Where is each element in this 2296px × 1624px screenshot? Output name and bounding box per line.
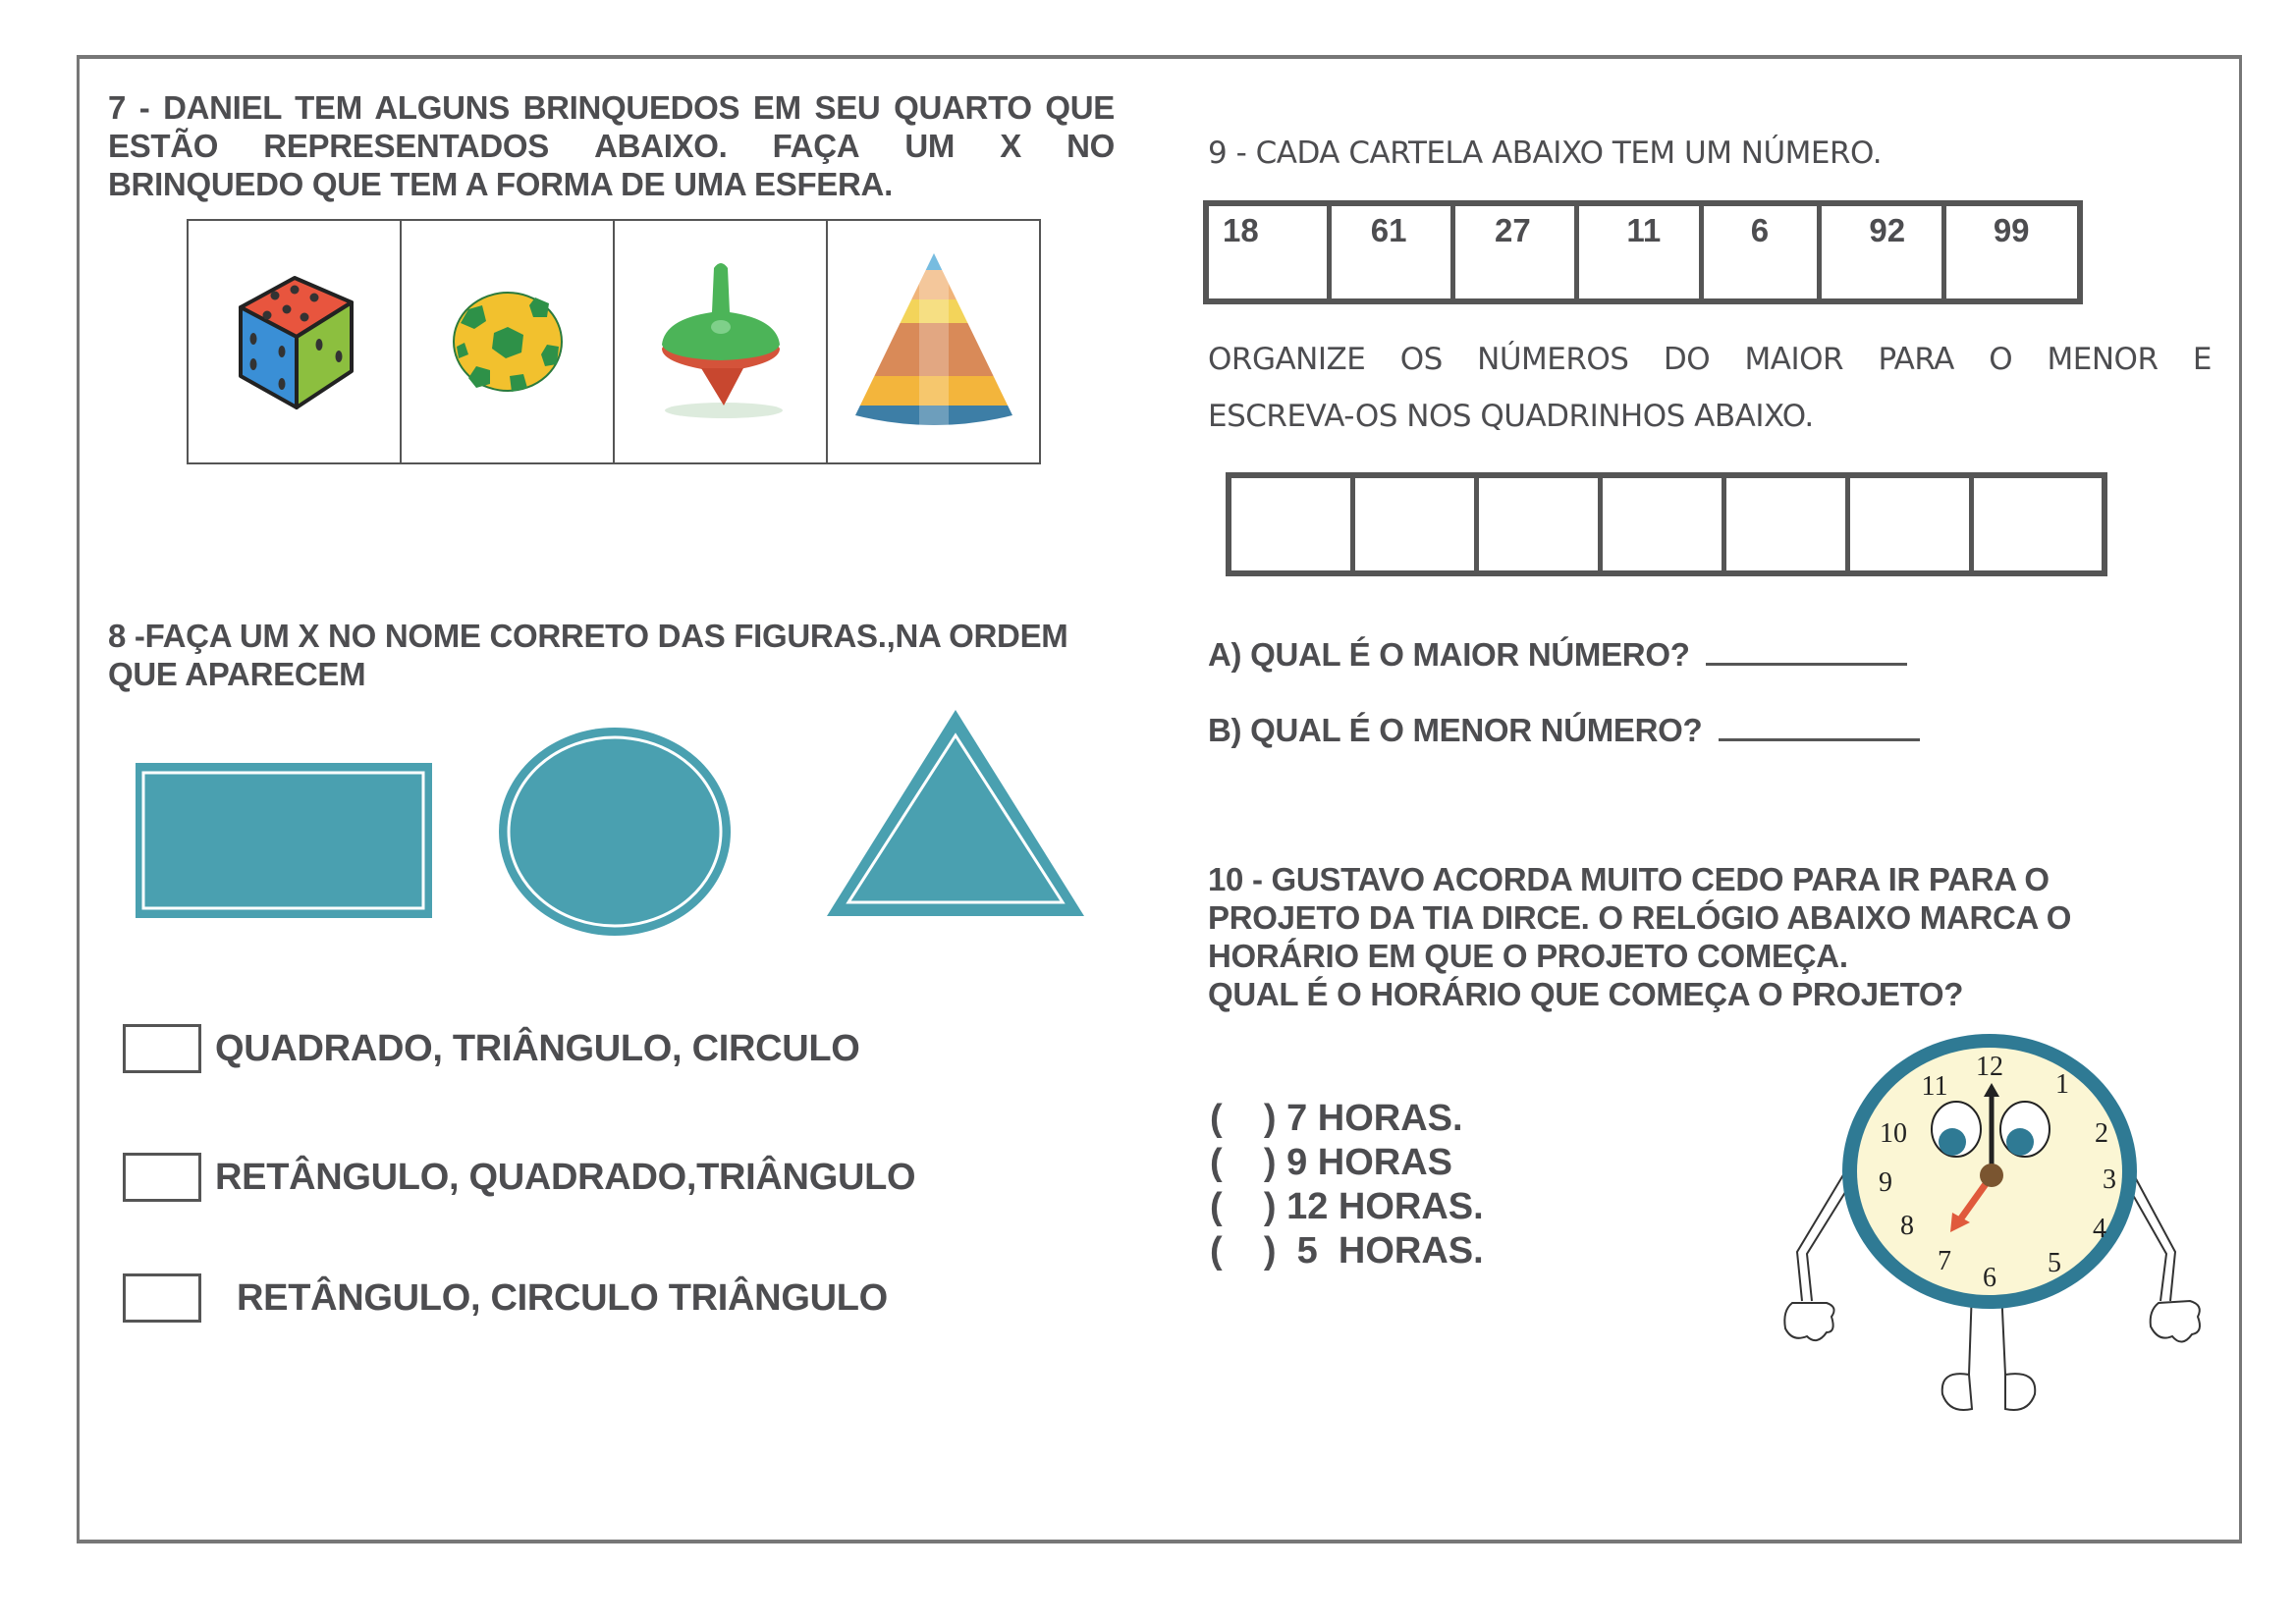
shape-triangle — [827, 710, 1084, 916]
hour-option-9[interactable]: ( ) 9 HORAS — [1210, 1142, 1453, 1183]
q8-option-2[interactable] — [123, 1153, 915, 1202]
answer-box[interactable] — [1603, 478, 1726, 570]
q8-option-1[interactable] — [123, 1024, 860, 1073]
question-a — [1208, 633, 1907, 674]
q7-line2-word: X — [1000, 128, 1021, 164]
toy-cell-ball[interactable] — [402, 221, 615, 462]
option-3-label: RETÂNGULO, CIRCULO TRIÂNGULO — [237, 1276, 888, 1319]
q9-instruction-word: E — [2192, 342, 2212, 377]
q10-line-3: HORÁRIO EM QUE O PROJETO COMEÇA. — [1208, 938, 1848, 974]
clock-icon — [1777, 1026, 2210, 1429]
q9-instruction-word: O — [1989, 342, 2013, 377]
svg-text:10: 10 — [1880, 1118, 1907, 1149]
toy-cell-dice[interactable] — [189, 221, 402, 462]
q7-line2-word: ABAIXO. — [594, 128, 728, 164]
question-b — [1208, 709, 1920, 749]
answer-box[interactable] — [1726, 478, 1850, 570]
q8-option-3[interactable] — [123, 1273, 888, 1323]
q10-line-4: QUAL É O HORÁRIO QUE COMEÇA O PROJETO? — [1208, 976, 1964, 1012]
svg-text:6: 6 — [1983, 1263, 1996, 1293]
svg-text:1: 1 — [2055, 1069, 2069, 1100]
question-b-label: B) QUAL É O MENOR NÚMERO? — [1208, 712, 1703, 748]
q8-prompt — [108, 617, 1120, 693]
hour-option-5[interactable]: ( ) 5 HORAS. — [1210, 1230, 1484, 1272]
svg-text:2: 2 — [2095, 1118, 2108, 1149]
q9-instruction-line-1 — [1208, 342, 2212, 377]
question-a-label: A) QUAL É O MAIOR NÚMERO? — [1208, 636, 1690, 673]
number-card: 6 — [1704, 206, 1823, 298]
checkbox-option-3[interactable] — [123, 1273, 201, 1323]
q7-line2-word: ESTÃO — [108, 128, 219, 164]
answer-box[interactable] — [1231, 478, 1355, 570]
q7-line-2 — [108, 127, 1115, 165]
q10-line-1: 10 - GUSTAVO ACORDA MUITO CEDO PARA IR PARA O — [1208, 861, 2050, 897]
cone-icon — [850, 248, 1017, 435]
svg-text:7: 7 — [1938, 1246, 1951, 1276]
svg-text:8: 8 — [1900, 1211, 1914, 1241]
q7-line-3: BRINQUEDO QUE TEM A FORMA DE UMA ESFERA. — [108, 166, 893, 202]
q10-prompt — [1208, 860, 2071, 1013]
dice-icon — [226, 268, 363, 415]
q7-line2-word: REPRESENTADOS — [263, 128, 549, 164]
clock-character — [1777, 1026, 2210, 1434]
q8-line-2: QUE APARECEM — [108, 656, 366, 692]
answer-a-line[interactable] — [1706, 633, 1907, 666]
q9-instruction-word: ORGANIZE — [1208, 342, 1366, 377]
number-card: 99 — [1993, 212, 2030, 248]
q7-line2-word: FAÇA — [772, 128, 860, 164]
q7-line2-word: NO — [1066, 128, 1115, 164]
toy-cell-cone[interactable] — [828, 221, 1039, 462]
shape-rectangle — [136, 763, 432, 918]
answer-box[interactable] — [1974, 478, 2102, 570]
svg-text:12: 12 — [1976, 1052, 2003, 1082]
answer-b-line[interactable] — [1719, 709, 1920, 741]
number-cards — [1203, 200, 2083, 304]
hour-option-12[interactable]: ( ) 12 HORAS. — [1210, 1186, 1484, 1227]
q10-line-2: PROJETO DA TIA DIRCE. O RELÓGIO ABAIXO MARCA O — [1208, 899, 2072, 936]
q7-line2-word: UM — [904, 128, 956, 164]
svg-text:5: 5 — [2048, 1248, 2061, 1278]
checkbox-option-2[interactable] — [123, 1153, 201, 1202]
soccer-ball-icon — [449, 288, 567, 396]
number-card: 18 — [1209, 206, 1332, 298]
toys-table — [187, 219, 1041, 464]
option-1-label: QUADRADO, TRIÂNGULO, CIRCULO — [215, 1027, 860, 1069]
q9-instruction-word: MENOR — [2047, 342, 2159, 377]
svg-text:9: 9 — [1879, 1167, 1892, 1198]
q9-instruction-word: NÚMEROS — [1477, 342, 1629, 377]
option-2-label: RETÂNGULO, QUADRADO,TRIÂNGULO — [215, 1156, 916, 1198]
q9-instruction-word: PARA — [1878, 342, 1954, 377]
q9-title: 9 - CADA CARTELA ABAIXO TEM UM NÚMERO. — [1208, 135, 1883, 171]
spinning-top-icon — [647, 258, 794, 425]
hour-option-7[interactable]: ( ) 7 HORAS. — [1210, 1098, 1463, 1139]
shape-circle — [497, 727, 733, 938]
q7-line-1: 7 - DANIEL TEM ALGUNS BRINQUEDOS EM SEU QUARTO QUE — [108, 89, 1115, 126]
answer-box[interactable] — [1850, 478, 1974, 570]
number-card: 61 — [1332, 206, 1455, 298]
q9-instruction-word: DO — [1663, 342, 1711, 377]
q10-options — [1210, 1097, 1484, 1273]
q9-instruction-word: MAIOR — [1744, 342, 1844, 377]
toy-cell-top[interactable] — [615, 221, 828, 462]
checkbox-option-1[interactable] — [123, 1024, 201, 1073]
q9-instruction — [1208, 342, 2212, 434]
q8-line-1: 8 -FAÇA UM X NO NOME CORRETO DAS FIGURAS.,NA ORDEM — [108, 618, 1068, 654]
q7-prompt — [108, 88, 1115, 203]
answer-boxes — [1226, 472, 2107, 576]
svg-text:3: 3 — [2103, 1164, 2116, 1195]
svg-text:11: 11 — [1921, 1071, 1948, 1102]
answer-box[interactable] — [1355, 478, 1479, 570]
number-card: 11 — [1579, 206, 1703, 298]
number-card: 92 — [1822, 206, 1945, 298]
q9-instruction-word: OS — [1399, 342, 1443, 377]
q9-instruction-line-2: ESCREVA-OS NOS QUADRINHOS ABAIXO. — [1208, 399, 1814, 434]
number-card: 27 — [1455, 206, 1579, 298]
answer-box[interactable] — [1479, 478, 1603, 570]
svg-text:4: 4 — [2093, 1214, 2106, 1244]
